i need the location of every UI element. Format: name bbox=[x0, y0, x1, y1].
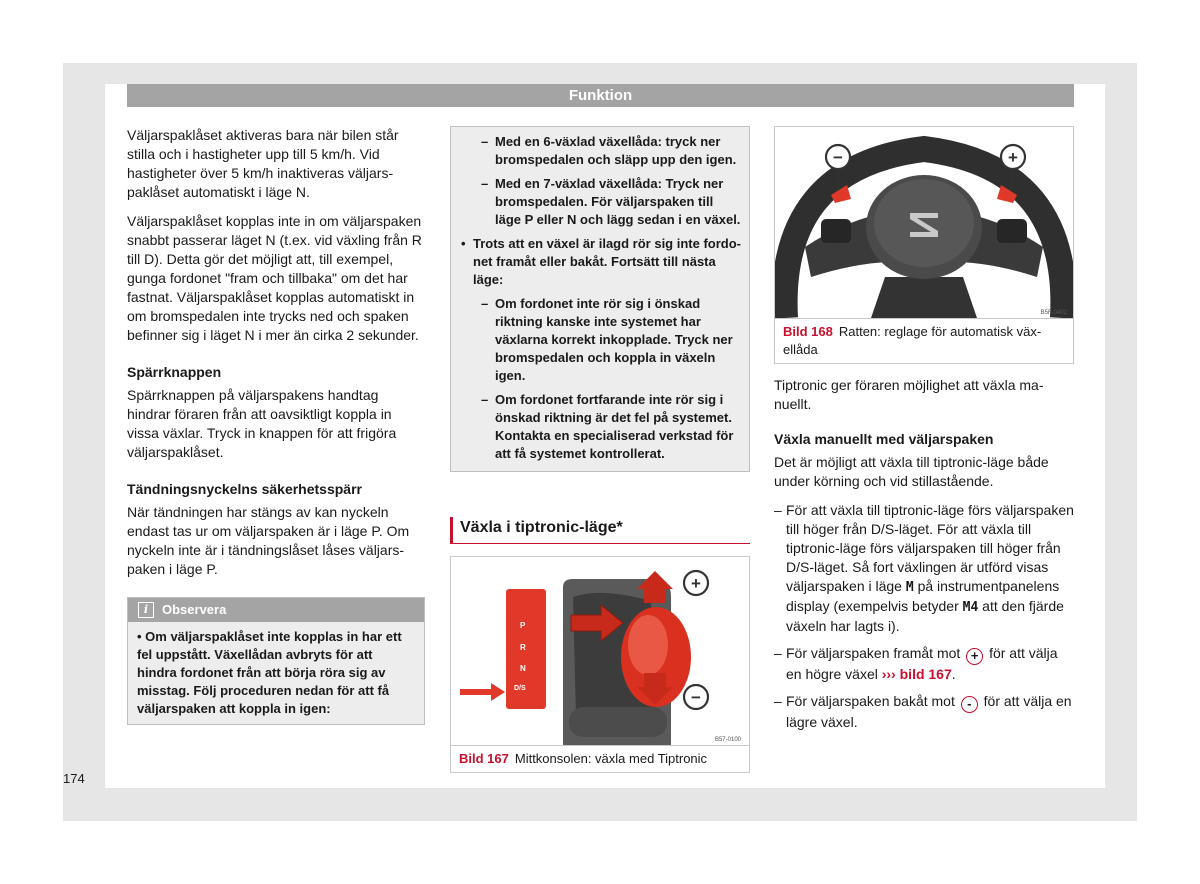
list-item bbox=[461, 295, 741, 385]
list-item-text: Om fordonet inte rör sig i önskad riktning kanske inte systemet har växlarna korrekt inkopplade. Tryck ner bromspedalen och koppla in växeln igen. bbox=[495, 296, 733, 383]
note-body bbox=[128, 622, 424, 724]
note-header bbox=[128, 598, 424, 622]
paragraph: Tiptronic ger föraren möjlighet att växla manuellt. bbox=[774, 377, 1044, 412]
list-item-text: För väljarspaken framåt mot bbox=[786, 645, 961, 661]
figure-code: B57-0100 bbox=[714, 737, 741, 743]
list-item-text: Med en 7-växlad växellåda: Tryck ner bromspedalen. För väljarspaken till läge P eller N och lägg sedan i en växel. bbox=[495, 176, 741, 227]
list-item-text: för att välja en högre växel bbox=[786, 645, 1058, 682]
plus-symbol: + bbox=[1008, 148, 1018, 167]
figure-167 bbox=[450, 556, 750, 773]
figure-number: Bild 168 bbox=[783, 324, 833, 339]
bullet-item bbox=[461, 235, 741, 289]
bullet-text: Trots att en växel är ilagd rör sig inte fordonet framåt eller bakåt. Fortsätt till nästa läge: bbox=[473, 236, 742, 287]
list-item bbox=[461, 391, 741, 463]
subheading: Växla manuellt med väljarspaken bbox=[774, 431, 994, 447]
note-title: Observera bbox=[162, 602, 227, 617]
list-item-text: Om fordonet fortfarande inte rör sig i önskad riktning är det fel på systemet. Kontakta en specialiserad verkstad för att få systemet kontrollerat. bbox=[495, 392, 734, 461]
minus-icon: - bbox=[961, 696, 978, 713]
figure-reference-link[interactable]: bild 167 bbox=[899, 666, 952, 682]
dash-marker: – bbox=[481, 134, 489, 149]
figure-caption bbox=[451, 745, 749, 772]
gear-indicator: M bbox=[905, 580, 914, 595]
dash-marker: – bbox=[481, 392, 489, 407]
list-item bbox=[774, 644, 1074, 684]
paragraph: Väljarspaklåset aktiveras bara när bilen står stilla och i hastigheter upp till 5 km/h. Vid hastigheter över 5 km/h inaktiveras väljarspaklåset automatiskt i läge N. bbox=[127, 127, 399, 200]
column-middle bbox=[450, 126, 750, 773]
gear-label-ds: D/S bbox=[514, 685, 526, 692]
plus-icon: + bbox=[966, 648, 983, 665]
minus-symbol: − bbox=[833, 148, 843, 167]
figure-caption-text: Mittkonsolen: växla med Tiptronic bbox=[514, 751, 708, 766]
dash-marker: – bbox=[774, 502, 782, 518]
gear-selector-svg bbox=[451, 557, 749, 745]
figure-code: B5F-0402 bbox=[1040, 310, 1067, 316]
section-header: Funktion bbox=[127, 84, 1074, 107]
column-left bbox=[127, 126, 425, 725]
paragraph: Det är möjligt att växla till tiptronic-läge både under körning och vid stillastående. bbox=[774, 454, 1049, 489]
list-item bbox=[774, 692, 1074, 732]
list-item-text: För att växla till tiptronic-läge förs väljarspaken till höger från D/S-läget. För att växla till tiptronic-läge förs väljarspaken till höger från D/S-läget. Så fort växlingen är utförd visas väljarspaken i läge bbox=[786, 502, 1074, 594]
section-title: Växla i tiptronic-läge* bbox=[450, 517, 750, 544]
paragraph: När tändningen har stängs av kan nyckeln endast tas ur om väljarspaken är i läge P. Om nyckeln inte är i tändningslåset låses väljarspaken i läge P. bbox=[127, 504, 410, 577]
plus-symbol: + bbox=[691, 574, 701, 593]
bullet-marker: • bbox=[461, 236, 466, 251]
note-box bbox=[127, 597, 425, 725]
paragraph: Väljarspaklåset kopplas inte in om väljarspaken snabbt passerar läget N (t.ex. vid växling från R till D). Detta gör det möjligt att, till exempel, gunga fordonet "fram och tillbaka" om det har fastnat. Väljarspaklåset kopplas automatiskt in om bromspedalen inte trycks ned och spaken befinner sig i läget N i mer än cirka 2 sekunder. bbox=[127, 213, 422, 343]
dash-marker: – bbox=[774, 693, 782, 709]
bullet-marker: • bbox=[137, 629, 146, 644]
list-item-text: För väljarspaken bakåt mot bbox=[786, 693, 955, 709]
procedure-box bbox=[450, 126, 750, 472]
figure-number: Bild 167 bbox=[459, 751, 509, 766]
steering-wheel-svg bbox=[775, 127, 1073, 318]
note-text: Om väljarspaklåset inte kopplas in har ett fel uppstått. Växellådan avbryts för att hindra fordonet från att börja röra sig av misstag. Följ proceduren nedan för att få väljarspaken att koppla in igen: bbox=[137, 629, 402, 716]
minus-symbol: − bbox=[691, 688, 701, 707]
instruction-list bbox=[774, 501, 1074, 732]
figure-168 bbox=[774, 126, 1074, 364]
list-item bbox=[461, 133, 741, 169]
dash-marker: – bbox=[481, 296, 489, 311]
gear-label-p: P bbox=[520, 621, 526, 630]
list-item-text: på instrumentpanelens display (exempelvis betyder bbox=[786, 578, 1060, 614]
dash-marker: – bbox=[774, 645, 782, 661]
figure-caption-text: Ratten: reglage för automatisk växellåda bbox=[783, 324, 1042, 357]
list-item-text: . bbox=[951, 666, 956, 682]
steering-wheel-illustration bbox=[775, 127, 1073, 318]
reference-arrow: ››› bbox=[881, 666, 896, 682]
dash-marker: – bbox=[481, 176, 489, 191]
list-item-text: Med en 6-växlad växellåda: tryck ner bromspedalen och släpp upp den igen. bbox=[495, 134, 737, 167]
info-icon: i bbox=[138, 602, 154, 618]
column-right bbox=[774, 126, 1074, 740]
list-item bbox=[461, 175, 741, 229]
gear-label-r: R bbox=[520, 643, 526, 652]
gear-indicator: M4 bbox=[962, 600, 979, 615]
figure-caption bbox=[775, 318, 1073, 363]
list-item-text: för att välja en lägre växel. bbox=[786, 693, 1072, 730]
paragraph: Spärrknappen på väljarspakens handtag hindrar föraren från att oavsiktligt koppla in vissa växlar. Tryck in knappen för att frigöra väljarspaklåset. bbox=[127, 387, 397, 460]
gear-label-n: N bbox=[520, 664, 526, 673]
gear-selector-illustration bbox=[451, 557, 749, 745]
list-item-text: att den fjärde växeln har lagts i). bbox=[786, 598, 1064, 634]
subheading: Tändningsnyckelns säkerhetsspärr bbox=[127, 481, 362, 497]
subheading: Spärrknappen bbox=[127, 364, 222, 380]
page-number: 174 bbox=[63, 771, 85, 786]
list-item bbox=[774, 501, 1074, 636]
